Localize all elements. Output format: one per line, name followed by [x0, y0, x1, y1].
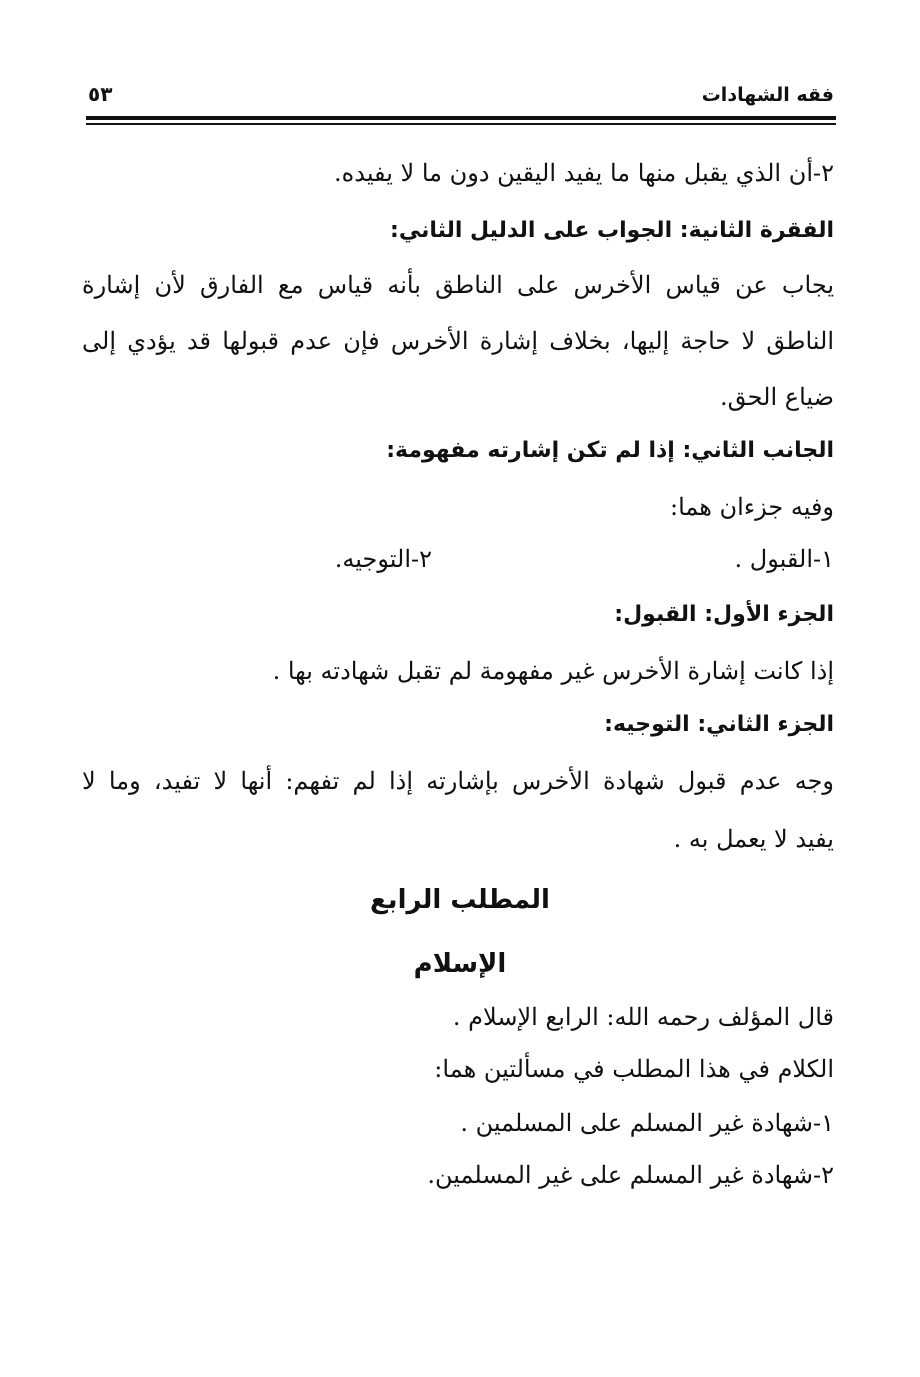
heading-second-aspect: الجانب الثاني: إذا لم تكن إشارته مفهومة:: [386, 438, 834, 463]
text-line-acceptance: إذا كانت إشارة الأخرس غير مفهومة لم تقبل شهادته بها .: [272, 657, 834, 685]
text-line-two-issues: الكلام في هذا المطلب في مسألتين هما:: [434, 1055, 834, 1083]
header-rule: [86, 116, 836, 126]
text-line-condition-2: ٢-أن الذي يقبل منها ما يفيد اليقين دون ما لا يفيده.: [334, 159, 834, 187]
part-2-label: ٢-التوجيه.: [334, 545, 432, 573]
paragraph-2-line-2: يفيد لا يعمل به .: [673, 825, 834, 853]
paragraph-2-line-1: وجه عدم قبول شهادة الأخرس بإشارته إذا لم تفهم: أنها لا تفيد، وما لا: [82, 767, 834, 795]
heading-second-paragraph: الفقرة الثانية: الجواب على الدليل الثاني:: [390, 218, 834, 243]
running-title: فقه الشهادات: [701, 84, 834, 106]
section-title: المطلب الرابع: [370, 885, 550, 915]
text-line-author-quote: قال المؤلف رحمه الله: الرابع الإسلام .: [452, 1003, 834, 1031]
header-rule-thin: [86, 123, 836, 125]
header-rule-thick: [86, 116, 836, 120]
heading-first-part: الجزء الأول: القبول:: [614, 602, 834, 627]
paragraph-1-line-3: ضياع الحق.: [720, 383, 834, 411]
text-line-two-parts: وفيه جزءان هما:: [669, 493, 834, 521]
section-subtitle: الإسلام: [413, 949, 507, 979]
heading-second-part: الجزء الثاني: التوجيه:: [604, 712, 834, 737]
list-item-2: ٢-شهادة غير المسلم على غير المسلمين.: [427, 1161, 834, 1189]
page-number: ٥٣: [88, 82, 113, 106]
list-item-1: ١-شهادة غير المسلم على المسلمين .: [460, 1109, 834, 1137]
paragraph-1-line-2: الناطق لا حاجة إليها، بخلاف إشارة الأخرس فإن عدم قبولها قد يؤدي إلى: [82, 327, 834, 355]
paragraph-1-line-1: يجاب عن قياس الأخرس على الناطق بأنه قياس مع الفارق لأن إشارة: [82, 271, 834, 299]
running-header: [88, 80, 834, 114]
part-1-label: ١-القبول .: [734, 545, 834, 573]
